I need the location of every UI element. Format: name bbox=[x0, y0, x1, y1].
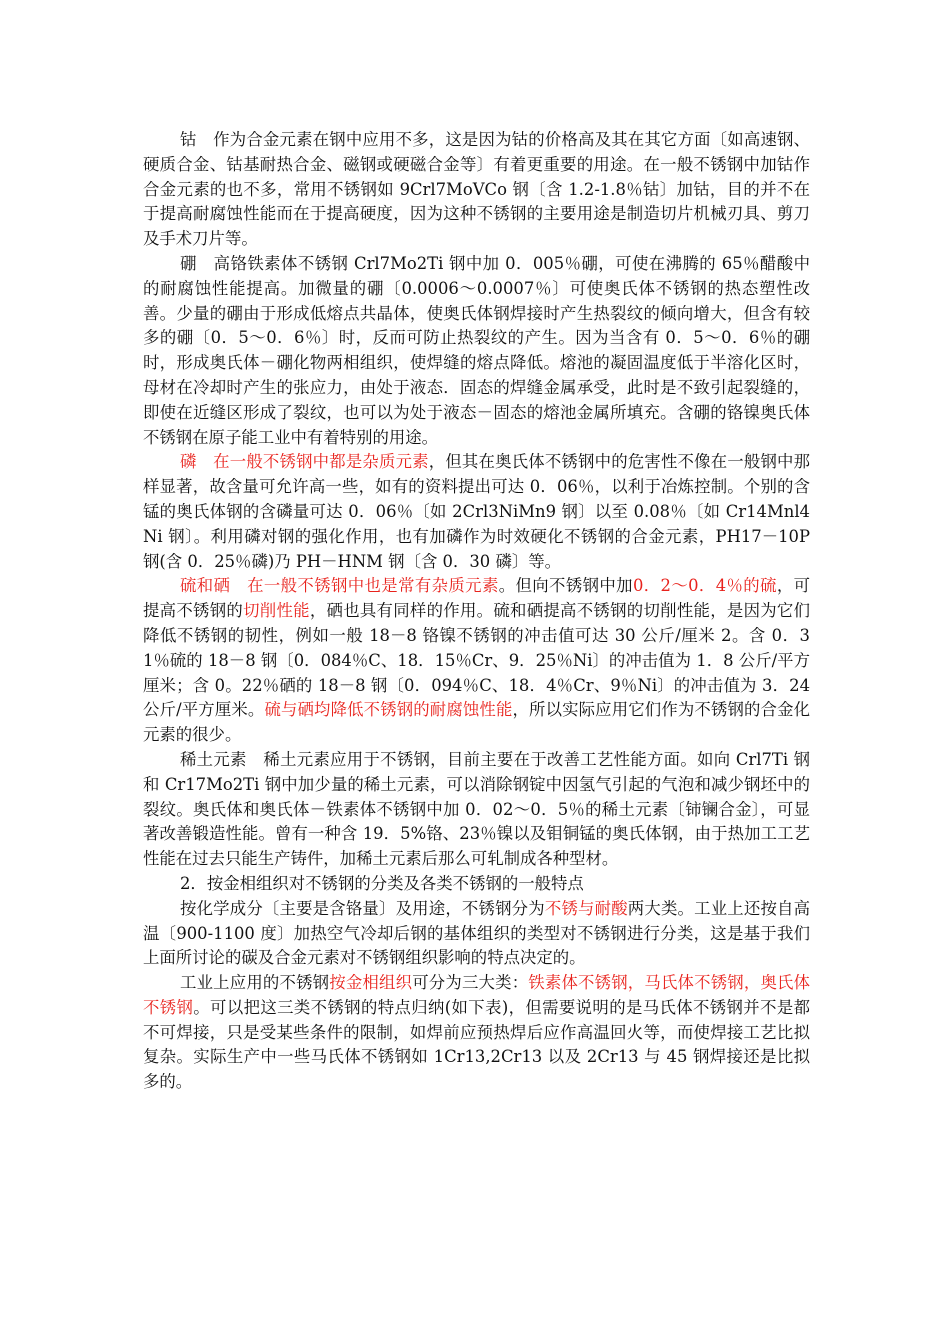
text-run: ，但其在奥氏体不锈钢中的危害性不像在一般钢中那样显著，故含量可允许高一些，如有的资料提出可达 0．06％，以利于冶炼控制。个别的含锰的奥氏体钢的含磷量可达 0．06％〔如 2Crl3NiMn9 钢〕以至 0.08％〔如 Cr14Mnl4Ni 钢〕。利用磷对钢的强化作用，也有加磷作为时效硬化不锈钢的合金元素，PH17－10P 钢(含 0．25％磷)乃 PH－HNM 钢〔含 0．30 磷〕等。 bbox=[143, 452, 811, 571]
text-run: 。但向不锈钢中加 bbox=[498, 576, 633, 596]
text-run: 稀土元素 稀土元素应用于不锈钢，目前主要在于改善工艺性能方面。如向 Crl7Ti 钢和 Cr17Mo2Ti 钢中加少量的稀土元素，可以消除钢锭中因氢气引起的气泡和减少钢坯中的裂纹。奥氏体和奥氏体－铁素体不锈钢中加 0．02～0．5％的稀土元素〔铈镧合金〕，可显著改善锻造性能。曾有一种含 19．5%铬、23％镍以及钼铜锰的奥氏体钢，由于热加工工艺性能在过去只能生产铸件，加稀土元素后那么可轧制成各种型材。 bbox=[143, 749, 810, 869]
highlighted-text: 磷 在一般不锈钢中都是杂质元素 bbox=[180, 452, 429, 472]
text-run: 按化学成分〔主要是含铬量〕及用途，不锈钢分为 bbox=[180, 898, 545, 918]
highlighted-text: 硫和硒 在一般不锈钢中也是常有杂质元素 bbox=[180, 576, 499, 596]
text-run: 两大类。工业上还按自高温〔900-1100 度〕加热空气冷却后钢的基体组织的类型对不锈钢进行分类，这是基于我们上面所讨论的碳及合金元素对不锈钢组织影响的特点决定的。 bbox=[143, 898, 811, 968]
text-run: ，可提高不锈钢的 bbox=[143, 576, 811, 621]
text-run: 。可以把这三类不锈钢的特点归纳(如下表)，但需要说明的是马氏体不锈钢并不是都不可焊接，只是受某些条件的限制，如焊前应预热焊后应作高温回火等，而使焊接工艺比拟复杂。实际生产中一些马氏体不锈钢如 1Cr13,2Cr13 以及 2Cr13 与 45 钢焊接还是比拟多的。 bbox=[143, 997, 810, 1092]
highlighted-text: 铁素体不锈钢，马氏体不锈钢，奥氏体不锈钢 bbox=[143, 973, 811, 1017]
text-run: 硼 高铬铁素体不锈钢 Crl7Mo2Ti 钢中加 0．005％硼，可使在沸腾的 65％醋酸中的耐腐蚀性能提高。加微量的硼〔0.0006～0.0007％〕可使奥氏体不锈钢的热态塑性改善。少量的硼由于形成低熔点共晶体，使奥氏体钢焊接时产生热裂纹的倾向增大，但含有较多的硼〔0．5～0．6％〕时，反而可防止热裂纹的产生。因为当含有 0．5～0．6％的硼时，形成奥氏体－硼化物两相组织，使焊缝的熔点降低。熔池的凝固温度低于半溶化区时，母材在冷却时产生的张应力，由处于液态．固态的焊缝金属承受，此时是不致引起裂缝的，即使在近缝区形成了裂纹，也可以为处于液态－固态的熔池金属所填充。含硼的铬镍奥氏体不锈钢在原子能工业中有着特别的用途。 bbox=[143, 253, 810, 447]
highlighted-text: 0．2～0．4％的硫 bbox=[632, 576, 777, 596]
text-run: 2．按金相组织对不锈钢的分类及各类不锈钢的一般特点 bbox=[180, 873, 584, 893]
highlighted-text: 不锈与耐酸 bbox=[544, 898, 628, 918]
text-run: 可分为三大类： bbox=[412, 973, 529, 993]
highlighted-text: 切削性能 bbox=[243, 601, 310, 621]
text-run: ，所以实际应用它们作为不锈钢的合金化元素的很少。 bbox=[143, 700, 811, 745]
text-run: 钴 作为合金元素在钢中应用不多，这是因为钴的价格高及其在其它方面〔如高速钢、硬质合金、钴基耐热合金、磁钢或硬磁合金等〕有着更重要的用途。在一般不锈钢中加钴作合金元素的也不多，常用不锈钢如 9Crl7MoVCo 钢〔含 1.2-1.8％钴〕加钴，目的并不在于提高耐腐蚀性能而在于提高硬度，因为这种不锈钢的主要用途是制造切片机械刃具、剪刀及手术刀片等。 bbox=[143, 130, 810, 249]
paragraph-rare-earth bbox=[143, 748, 810, 872]
text-run: 工业上应用的不锈钢 bbox=[180, 973, 330, 993]
paragraph-boron bbox=[143, 252, 810, 450]
highlighted-text: 按金相组织 bbox=[329, 973, 413, 993]
section-heading bbox=[143, 872, 810, 897]
highlighted-text: 硫与硒均降低不锈钢的耐腐蚀性能 bbox=[264, 700, 513, 720]
paragraph-cobalt bbox=[143, 128, 810, 252]
text-run: ，硒也具有同样的作用。硫和硒提高不锈钢的切削性能，是因为它们降低不锈钢的韧性，例如一般 18－8 铬镍不锈钢的冲击值可达 30 公斤/厘米 2。含 0．31％硫的 18－8 钢〔0．084％C、18．15％Cr、9．25％Ni〕的冲击值为 1．8 公斤/平方厘米；含 0。22％硒的 18－8 钢〔0．094％C、18．4％Cr、9％Ni〕的冲击值为 3．24 公斤/平方厘米。 bbox=[143, 601, 811, 720]
paragraph-sulfur-selenium bbox=[143, 574, 810, 748]
paragraph-classification bbox=[143, 897, 810, 971]
paragraph-metallographic-types bbox=[143, 971, 810, 1095]
paragraph-phosphorus bbox=[143, 450, 810, 574]
